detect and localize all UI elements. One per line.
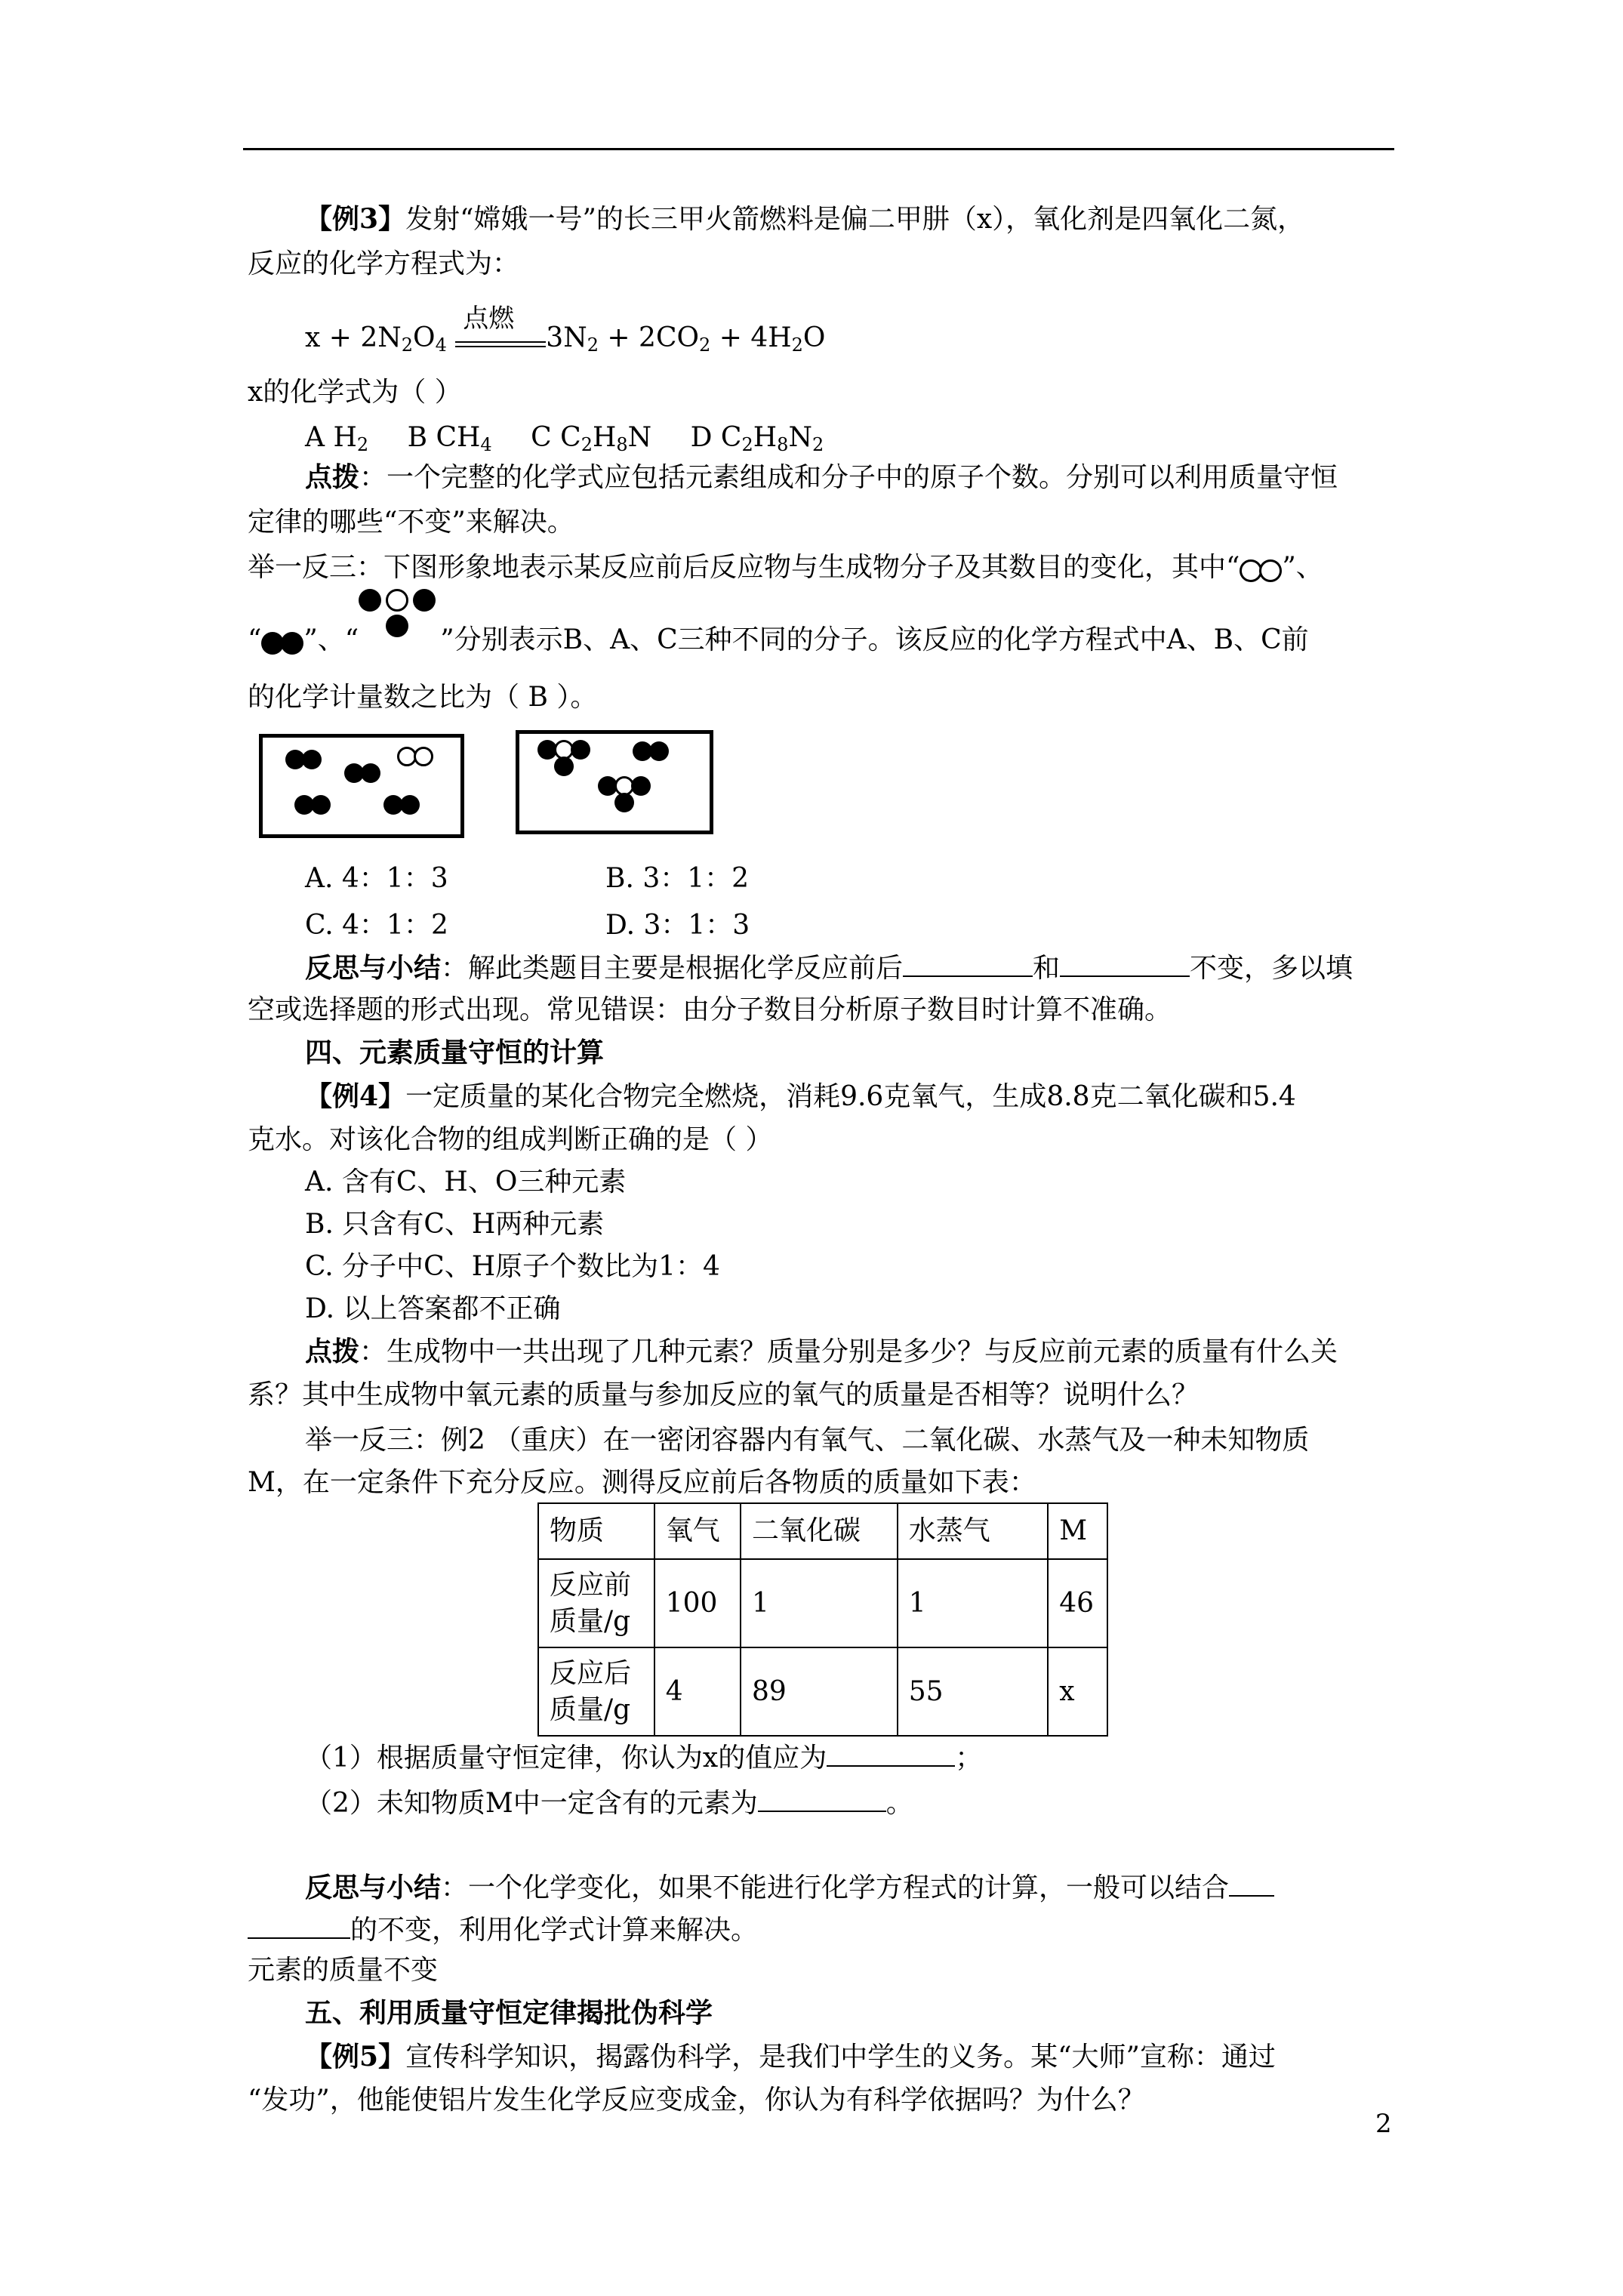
answer-blank-2[interactable] [1060, 948, 1190, 977]
table-header-cell: 二氧化碳 [741, 1503, 898, 1559]
answer-blank-3[interactable] [827, 1738, 955, 1767]
answer-blank-1[interactable] [903, 948, 1033, 977]
practice1-option-c: C. 4：1：2 [305, 910, 448, 941]
example3-options: A $H_2$ B $CH_4$ C $C_2H_8N$ D $C_2H_8N_2$ [305, 422, 824, 455]
section5-heading: 五、利用质量守恒定律揭批伪科学 [305, 1997, 713, 2029]
reactants-box [259, 734, 464, 838]
two-white-atoms-icon [1240, 551, 1282, 587]
practice1-line3: 的化学计量数之比为（ B ）。 [248, 682, 598, 713]
two-black-atoms-icon [261, 624, 303, 660]
table-cell: 100 [654, 1559, 741, 1647]
table-row [538, 1559, 1107, 1647]
practice1-option-d: D. 3：1：3 [605, 910, 750, 941]
table-header-row [538, 1503, 1107, 1559]
page-number: 2 [1375, 2109, 1392, 2139]
answer-blank-5[interactable] [1229, 1868, 1274, 1897]
table-row [538, 1647, 1107, 1736]
table-header-cell: M [1048, 1503, 1107, 1559]
example3-question: x的化学式为（ ） [248, 377, 462, 408]
table-cell: 1 [898, 1559, 1048, 1647]
mass-table [537, 1502, 1108, 1737]
example4-option-b: B. 只含有C、H两种元素 [305, 1209, 605, 1240]
question-1: （1）根据质量守恒定律，你认为x的值应为 ； [305, 1738, 1404, 1777]
chemical-equation: $x + 2N_2O_4$ 点燃 $3N_2 + 2CO_2 + 4H_2O$ [305, 304, 826, 356]
answer-text: 元素的质量不变 [248, 1955, 439, 1986]
example4-option-d: D. 以上答案都不正确 [305, 1293, 561, 1324]
example4-hint-line2: 系？其中生成物中氧元素的质量与参加反应的氧气的质量是否相等？说明什么？ [248, 1379, 1200, 1410]
practice1-reflect-line2: 空或选择题的形式出现。常见错误：由分子数目分析原子数目时计算不准确。 [248, 994, 1172, 1025]
practice2-line2: M，在一定条件下充分反应。测得反应前后各物质的质量如下表： [248, 1467, 1036, 1498]
practice1-line2: “ ”、“ ”分别表示B、A、C三种不同的分子。该反应的化学方程式中A、B、C前 [248, 622, 1404, 660]
section4-heading: 四、元素质量守恒的计算 [305, 1037, 605, 1068]
table-row-label: 反应前 质量/g [538, 1559, 654, 1647]
table-cell: 4 [654, 1647, 741, 1736]
example5-line2: “发功”，他能使铝片发生化学反应变成金，你认为有科学依据吗？为什么？ [248, 2085, 1145, 2116]
section4-reflect-line2: 的不变，利用化学式计算来解决。 [248, 1910, 1404, 1949]
example4-option-a: A. 含有C、H、O三种元素 [305, 1166, 627, 1197]
table-cell: 55 [898, 1647, 1048, 1736]
example3-hint-line2: 定律的哪些“不变”来解决。 [248, 507, 574, 538]
practice1-reflect-line1: 反思与小结：解此类题目主要是根据化学反应前后 和 不变，多以填 [305, 948, 1404, 987]
table-cell: 89 [741, 1647, 898, 1736]
header-rule [243, 148, 1394, 150]
example3-line1: 【例3】发射“嫦娥一号”的长三甲火箭燃料是偏二甲肼（x），氧化剂是四氧化二氮， [305, 203, 1305, 235]
example5-line1: 【例5】宣传科学知识，揭露伪科学，是我们中学生的义务。某“大师”宣称：通过 [305, 2041, 1276, 2073]
example4-line2: 克水。对该化合物的组成判断正确的是（ ） [248, 1124, 773, 1155]
example3-hint-line1: 点拨：一个完整的化学式应包括元素组成和分子中的原子个数。分别可以利用质量守恒 [305, 461, 1338, 493]
example4-hint-line1: 点拨：生成物中一共出现了几种元素？质量分别是多少？与反应前元素的质量有什么关 [305, 1336, 1338, 1367]
reaction-arrow: 点燃 [455, 320, 546, 356]
practice2-line1: 举一反三：例2 （重庆）在一密闭容器内有氧气、二氧化碳、水蒸气及一种未知物质 [305, 1425, 1310, 1456]
table-row-label: 反应后 质量/g [538, 1647, 654, 1736]
table-cell: 46 [1048, 1559, 1107, 1647]
triangle-molecule-icon [359, 624, 440, 660]
question-2: （2）未知物质M中一定含有的元素为 。 [305, 1783, 1404, 1822]
answer-blank-5-cont[interactable] [248, 1910, 350, 1939]
practice1-option-a: A. 4：1：3 [305, 863, 448, 894]
example3-line2: 反应的化学方程式为： [248, 248, 520, 279]
table-header-cell: 水蒸气 [898, 1503, 1048, 1559]
table-header-cell: 氧气 [654, 1503, 741, 1559]
section4-reflect-line1: 反思与小结：一个化学变化，如果不能进行化学方程式的计算，一般可以结合 [305, 1868, 1404, 1906]
practice1-option-b: B. 3：1：2 [605, 863, 750, 894]
example4-line1: 【例4】一定质量的某化合物完全燃烧，消耗9.6克氧气，生成8.8克二氧化碳和5.4 [305, 1080, 1296, 1112]
products-box [516, 730, 713, 834]
practice1-line1: 举一反三：下图形象地表示某反应前后反应物与生成物分子及其数目的变化，其中“ ”、 [248, 550, 1404, 587]
table-cell: x [1048, 1647, 1107, 1736]
table-cell: 1 [741, 1559, 898, 1647]
table-header-cell: 物质 [538, 1503, 654, 1559]
example4-option-c: C. 分子中C、H原子个数比为1：4 [305, 1251, 720, 1282]
answer-blank-4[interactable] [758, 1783, 886, 1812]
